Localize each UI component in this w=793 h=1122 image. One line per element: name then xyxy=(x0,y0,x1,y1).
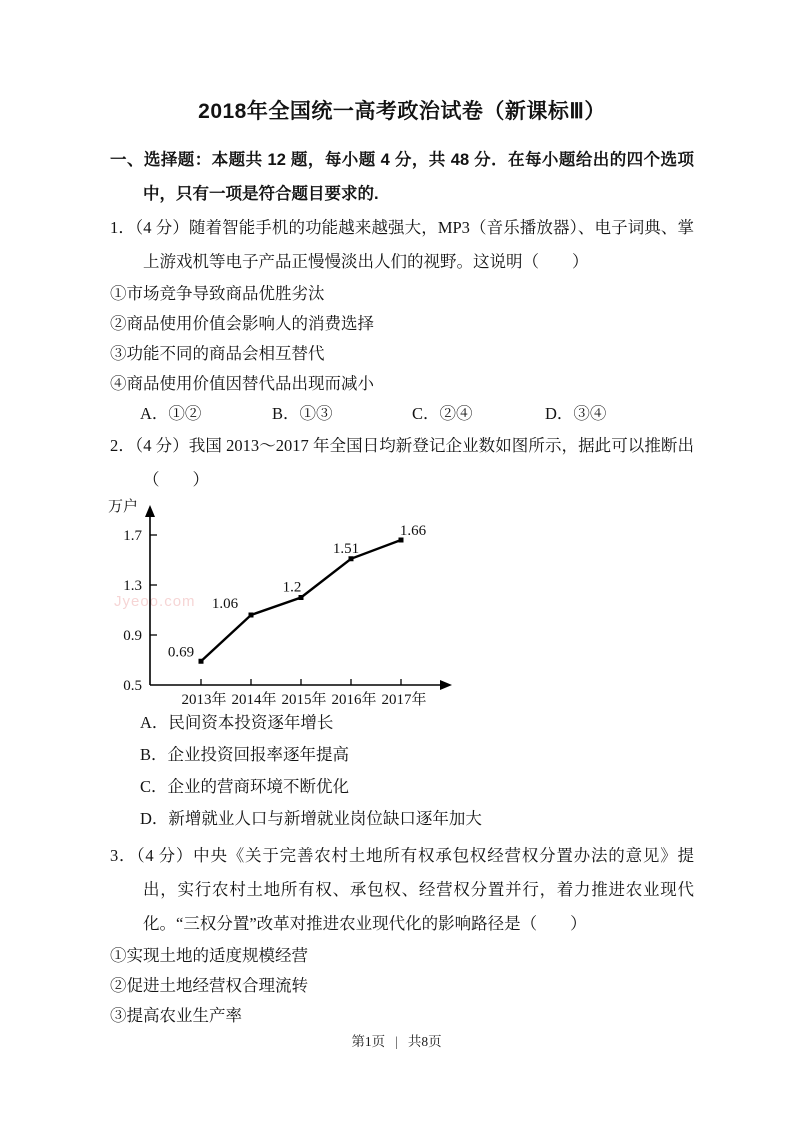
svg-text:0.9: 0.9 xyxy=(123,628,142,644)
svg-text:1.2: 1.2 xyxy=(282,579,302,596)
question-2-options xyxy=(110,707,694,835)
svg-text:2016年: 2016年 xyxy=(331,692,377,708)
question-1-item-4: ④商品使用价值因替代品出现而减小 xyxy=(110,374,374,393)
page-title: 2018年全国统一高考政治试卷（新课标Ⅲ） xyxy=(198,100,606,123)
line-chart-svg xyxy=(108,504,460,716)
page-content xyxy=(110,97,694,1031)
question-3-item-3: ③提高农业生产率 xyxy=(110,1006,242,1025)
question-1-option-d: D．③④ xyxy=(545,404,607,423)
line-chart-figure xyxy=(108,497,460,708)
question-2-option-c: C．企业的营商环境不断优化 xyxy=(140,777,350,796)
svg-text:1.7: 1.7 xyxy=(123,528,142,544)
footer-separator: | xyxy=(395,1034,398,1049)
chart-watermark: Jyeoo.com xyxy=(114,593,196,610)
question-1-item-3: ③功能不同的商品会相互替代 xyxy=(110,344,325,363)
question-2-stem: 2．（4 分）我国 2013～2017 年全国日均新登记企业数如图所示，据此可以推断出（ ） xyxy=(110,436,694,489)
question-3-item-1: ①实现土地的适度规模经营 xyxy=(110,946,308,965)
question-1-option-b: B．①③ xyxy=(272,404,333,423)
question-3-item-2: ②促进土地经营权合理流转 xyxy=(110,976,308,995)
question-2-option-b: B．企业投资回报率逐年提高 xyxy=(140,745,350,764)
question-2-option-d: D．新增就业人口与新增就业岗位缺口逐年加大 xyxy=(140,809,482,828)
question-1-item-1: ①市场竞争导致商品优胜劣汰 xyxy=(110,284,325,303)
question-1-options-row xyxy=(110,399,694,429)
svg-text:1.06: 1.06 xyxy=(211,596,239,612)
svg-text:2015年: 2015年 xyxy=(281,692,327,708)
section-heading: 一、选择题：本题共 12 题，每小题 4 分，共 48 分．在每小题给出的四个选项中，只有一项是符合题目要求的. xyxy=(110,151,694,203)
question-1-option-a: A．①② xyxy=(140,404,202,423)
svg-text:1.3: 1.3 xyxy=(123,578,142,594)
chart-y-axis-unit-label: 万户 xyxy=(108,498,139,515)
svg-text:2017年: 2017年 xyxy=(381,692,427,708)
question-3-stem: 3．（4 分）中央《关于完善农村土地所有权承包权经营权分置办法的意见》提出，实行农村土地所有权、承包权、经营权分置并行，着力推进农业现代化。“三权分置”改革对推进农业现代化的影响路径是（ ） xyxy=(110,846,694,933)
svg-text:2013年: 2013年 xyxy=(181,692,227,708)
question-1-stem: 1．（4 分）随着智能手机的功能越来越强大，MP3（音乐播放器）、电子词典、掌上游戏机等电子产品正慢慢淡出人们的视野。这说明（ ） xyxy=(110,218,694,271)
question-1-option-c: C．②④ xyxy=(412,404,473,423)
question-2-option-a: A．民间资本投资逐年增长 xyxy=(140,713,334,732)
page-footer xyxy=(0,1033,793,1051)
question-2 xyxy=(110,429,694,835)
svg-text:1.66: 1.66 xyxy=(399,523,427,539)
svg-text:2014年: 2014年 xyxy=(231,692,277,708)
question-1-item-2: ②商品使用价值会影响人的消费选择 xyxy=(110,314,374,333)
question-1 xyxy=(110,211,694,429)
question-3 xyxy=(110,839,694,1031)
footer-total-pages: 共8页 xyxy=(407,1034,442,1049)
svg-text:0.69: 0.69 xyxy=(167,644,195,661)
footer-current-page: 第1页 xyxy=(351,1034,386,1049)
svg-text:0.5: 0.5 xyxy=(123,678,142,694)
svg-text:1.51: 1.51 xyxy=(332,540,360,557)
